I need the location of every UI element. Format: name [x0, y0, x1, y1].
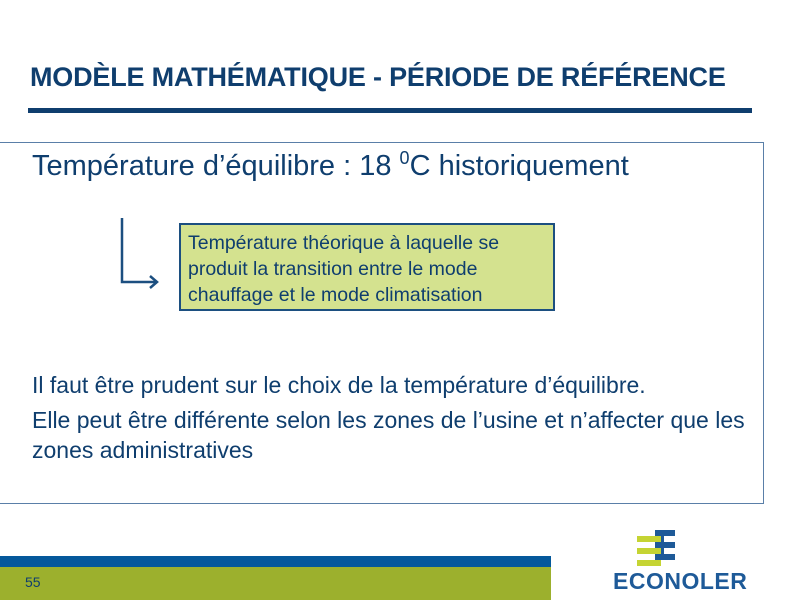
- logo-wordmark: ECONOLER: [613, 568, 748, 594]
- definition-callout: Température théorique à laquelle se produit la transition entre le mode chauffage et le mode climatisation: [179, 223, 555, 311]
- footer-green-bar: [0, 567, 551, 600]
- footer-blue-bar: [0, 556, 551, 567]
- slide-heading: [32, 150, 629, 183]
- paragraph-caution: Il faut être prudent sur le choix de la température d’équilibre.: [32, 372, 646, 398]
- econoler-logo-icon: [600, 528, 680, 566]
- heading-suffix: C historiquement: [409, 150, 629, 182]
- page-number: 55: [25, 574, 41, 590]
- elbow-arrow-icon: [118, 216, 163, 291]
- slide-title: MODÈLE MATHÉMATIQUE - PÉRIODE DE RÉFÉRENCE: [30, 62, 726, 92]
- title-underline: [28, 108, 752, 113]
- heading-superscript: 0: [399, 148, 410, 168]
- heading-prefix: Température d’équilibre : 18: [32, 150, 400, 182]
- paragraph-zones: Elle peut être différente selon les zones de l’usine et n’affecter que les zones administratives: [32, 407, 745, 463]
